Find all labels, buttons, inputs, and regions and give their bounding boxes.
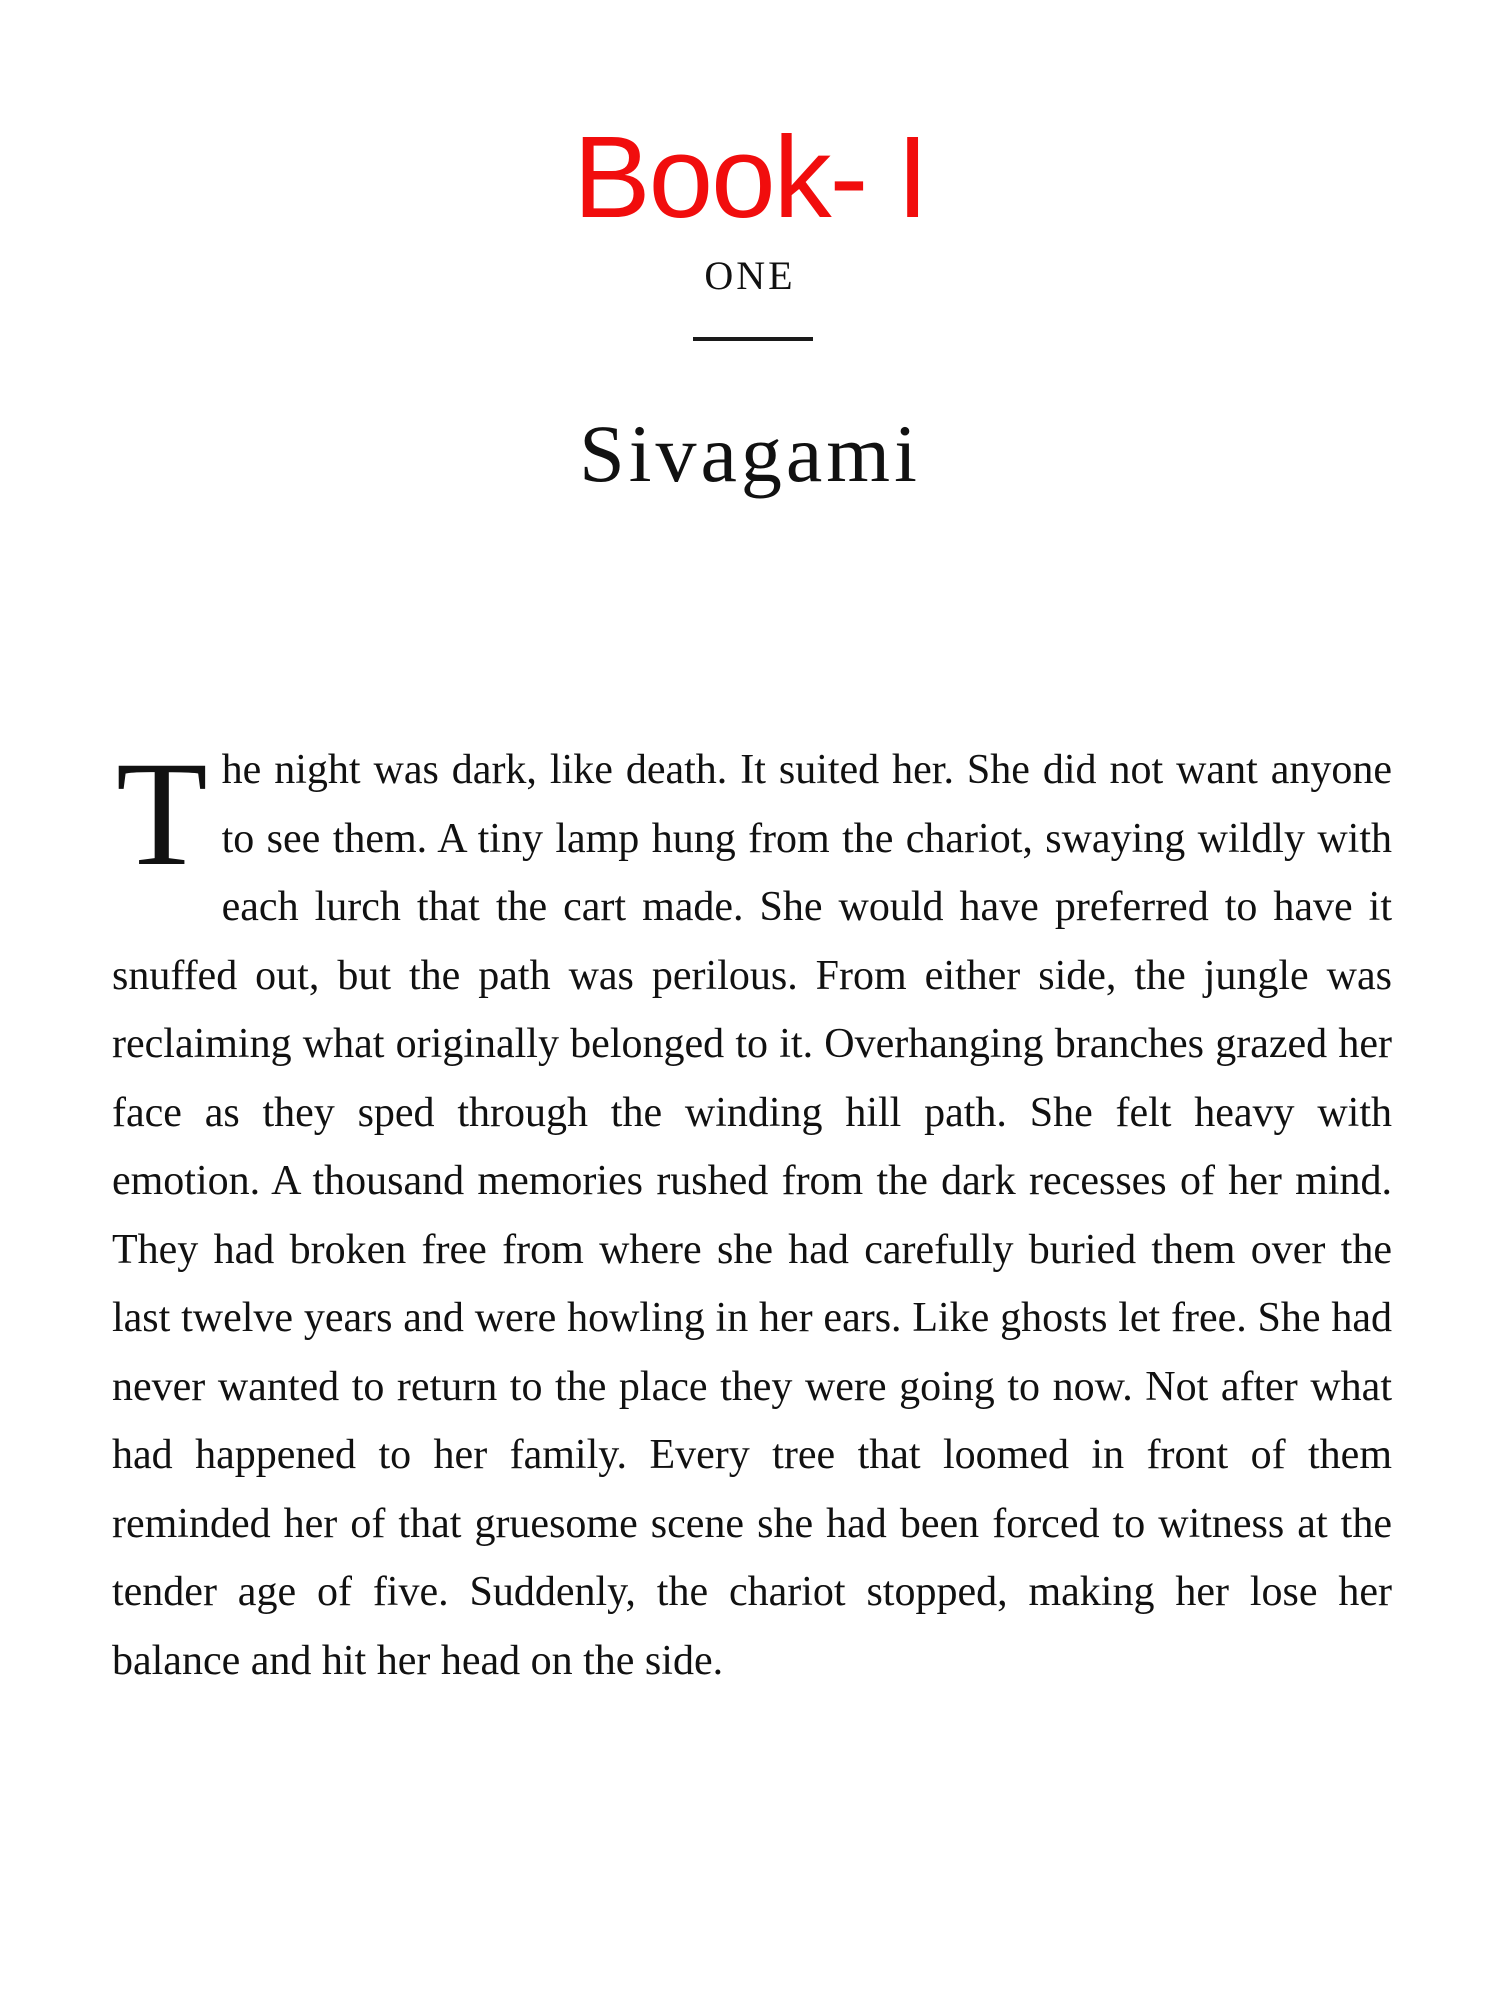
paragraph-text: he night was dark, like death. It suited her. She did not want anyone to see them. A tiny lamp hung from the chariot, swaying wildly with each lurch that the cart made. She would have preferred to have it snuffed out, but the path was perilous. From either side, the jungle was reclaiming what originally belonged to it. Overhanging branches grazed her face as they sped through the winding hill path. She felt heavy with emotion. A thousand memories rushed from the dark recesses of her mind. They had broken free from where she had carefully buried them over the last twelve years and were howling in her ears. Like ghosts let free. She had never wanted to return to the place they were going to now. Not after what had happened to her family. Every tree that loomed in front of them reminded her of that gruesome scene she had been forced to witness at the tender age of five. Suddenly, the chariot stopped, making her lose her balance and hit her head on the side. xyxy=(112,747,1392,1684)
drop-cap: T xyxy=(116,731,208,897)
chapter-body-paragraph xyxy=(112,731,1392,1695)
chapter-title: Sivagami xyxy=(579,408,921,499)
chapter-number: ONE xyxy=(704,253,796,298)
book-title: Book- I xyxy=(573,112,927,242)
chapter-divider xyxy=(693,337,813,341)
